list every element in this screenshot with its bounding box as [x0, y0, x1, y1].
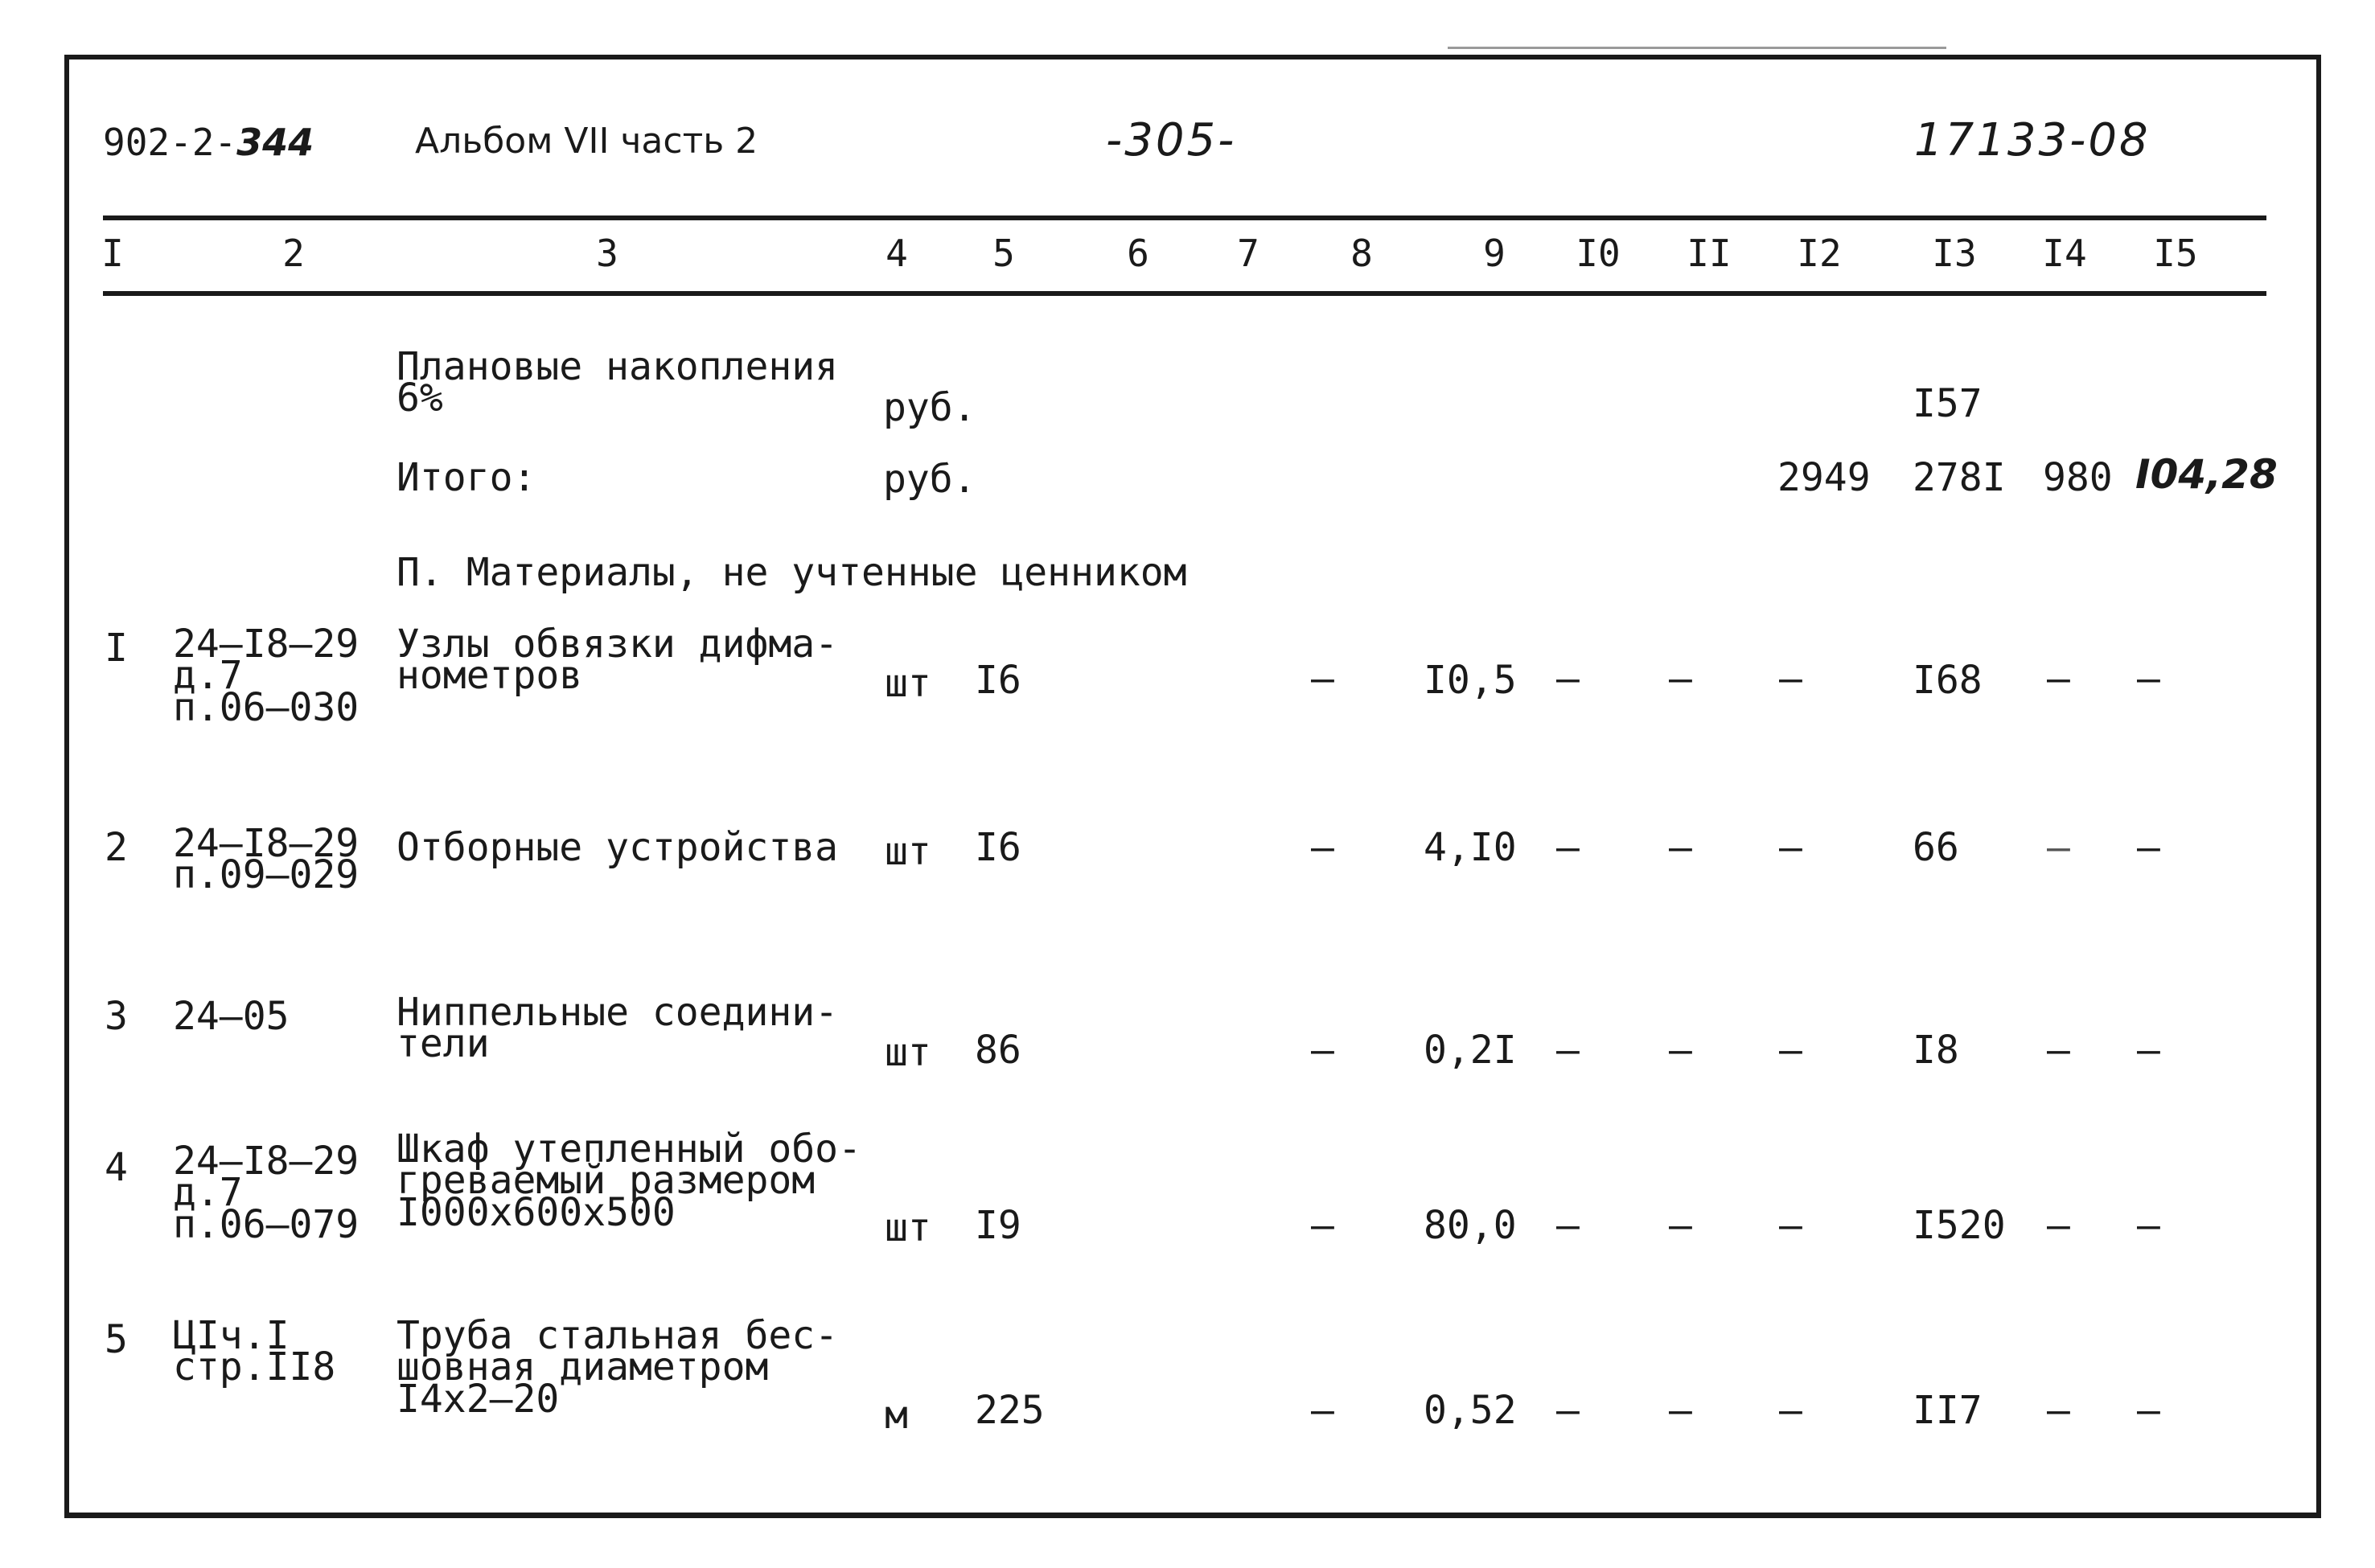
row-col9: 80,0: [1424, 1203, 1517, 1248]
row-number: 2: [105, 825, 128, 870]
row-col11: –: [1669, 1203, 1692, 1248]
row-qty: 86: [975, 1028, 1021, 1073]
row-col15: –: [2137, 656, 2160, 701]
row-qty: 225: [975, 1388, 1045, 1433]
row-col14: –: [2047, 1028, 2070, 1073]
column-number: 2: [282, 232, 305, 275]
plan-savings-unit: руб.: [883, 385, 976, 430]
row-col9: I0,5: [1424, 658, 1517, 703]
total-label: Итого:: [397, 455, 536, 500]
row-name: Ниппельные соедини- тели: [397, 990, 839, 1067]
column-number: 7: [1237, 232, 1259, 275]
row-col14: –: [2047, 656, 2070, 701]
column-number: I0: [1576, 232, 1621, 275]
section-title: П. Материалы, не учтенные ценником: [397, 550, 1187, 595]
row-col10: –: [1556, 825, 1580, 870]
row-code: 24–I8–29 п.09–029: [173, 821, 360, 898]
row-col11: –: [1669, 1388, 1692, 1433]
row-col12: –: [1779, 825, 1802, 870]
column-number: 9: [1483, 232, 1506, 275]
row-col12: –: [1779, 656, 1802, 701]
row-col14: –: [2047, 1203, 2070, 1248]
column-number: 4: [885, 232, 908, 275]
row-qty: I9: [975, 1203, 1021, 1248]
row-number: 4: [105, 1145, 128, 1190]
row-col8: –: [1311, 1388, 1334, 1433]
row-col15: –: [2137, 1203, 2160, 1248]
row-unit: м: [885, 1393, 908, 1438]
row-qty: I6: [975, 825, 1021, 870]
row-code: 24–05: [173, 994, 290, 1039]
row-number: 5: [105, 1317, 128, 1362]
header-rule-top: [103, 215, 2266, 220]
row-unit: шт: [885, 829, 931, 874]
row-col10: –: [1556, 1388, 1580, 1433]
column-number: I: [101, 232, 124, 275]
row-col13: II7: [1913, 1388, 1983, 1433]
total-col13: 278I: [1913, 455, 2006, 500]
row-unit: шт: [885, 1030, 931, 1075]
row-col8: –: [1311, 1203, 1334, 1248]
row-qty: I6: [975, 658, 1021, 703]
row-col10: –: [1556, 1203, 1580, 1248]
column-number: 5: [992, 232, 1015, 275]
row-col14: –: [2047, 1388, 2070, 1433]
row-col14: –: [2047, 825, 2070, 870]
column-number: I5: [2153, 232, 2198, 275]
row-col9: 0,52: [1424, 1388, 1517, 1433]
row-col8: –: [1311, 825, 1334, 870]
total-unit: руб.: [883, 457, 976, 502]
row-col15: –: [2137, 1388, 2160, 1433]
row-code: 24–I8–29 д.7 п.06–079: [173, 1139, 360, 1247]
row-name: Узлы обвязки дифма- нометров: [397, 622, 839, 699]
column-number: 6: [1127, 232, 1149, 275]
total-col15: I04,28: [2135, 451, 2278, 498]
row-col13: I520: [1913, 1203, 2006, 1248]
row-col11: –: [1669, 825, 1692, 870]
album-title: Альбом VII часть 2: [415, 121, 758, 162]
top-edge-line: [1448, 47, 1946, 49]
row-name: Труба стальная бес- шовная диаметром I4х2–20: [397, 1313, 839, 1422]
row-col13: I8: [1913, 1028, 1959, 1073]
project-code-handwritten: 344: [236, 121, 314, 164]
row-col12: –: [1779, 1388, 1802, 1433]
column-number: I4: [2042, 232, 2087, 275]
row-col13: 66: [1913, 825, 1959, 870]
row-col9: 0,2I: [1424, 1028, 1517, 1073]
row-col10: –: [1556, 1028, 1580, 1073]
row-col10: –: [1556, 656, 1580, 701]
row-unit: шт: [885, 1205, 931, 1250]
row-unit: шт: [885, 661, 931, 706]
page-number: -305-: [1106, 114, 1237, 166]
total-col14: 980: [2043, 455, 2113, 500]
row-name: Отборные устройства: [397, 825, 839, 870]
row-col8: –: [1311, 656, 1334, 701]
column-number: 8: [1350, 232, 1373, 275]
column-number: I2: [1797, 232, 1842, 275]
row-col11: –: [1669, 656, 1692, 701]
row-col12: –: [1779, 1028, 1802, 1073]
row-col8: –: [1311, 1028, 1334, 1073]
plan-savings-col13: I57: [1913, 381, 1983, 426]
column-number: II: [1687, 232, 1732, 275]
row-col12: –: [1779, 1203, 1802, 1248]
row-number: 3: [105, 994, 128, 1039]
row-col15: –: [2137, 825, 2160, 870]
row-code: ЦIч.I стр.II8: [173, 1313, 336, 1390]
document-code: 17133-08: [1914, 114, 2151, 166]
row-col11: –: [1669, 1028, 1692, 1073]
row-name: Шкаф утепленный обо- греваемый размером I000х600х500: [397, 1127, 861, 1235]
column-number: I3: [1932, 232, 1977, 275]
row-col15: –: [2137, 1028, 2160, 1073]
row-col9: 4,I0: [1424, 825, 1517, 870]
row-code: 24–I8–29 д.7 п.06–030: [173, 622, 360, 730]
total-col12: 2949: [1777, 455, 1871, 500]
project-code: 902-2-344: [103, 121, 314, 164]
row-number: I: [105, 626, 128, 671]
row-col13: I68: [1913, 658, 1983, 703]
column-number: 3: [596, 232, 618, 275]
header-rule-bottom: [103, 291, 2266, 296]
plan-savings-label: Плановые накопления 6%: [397, 344, 839, 421]
